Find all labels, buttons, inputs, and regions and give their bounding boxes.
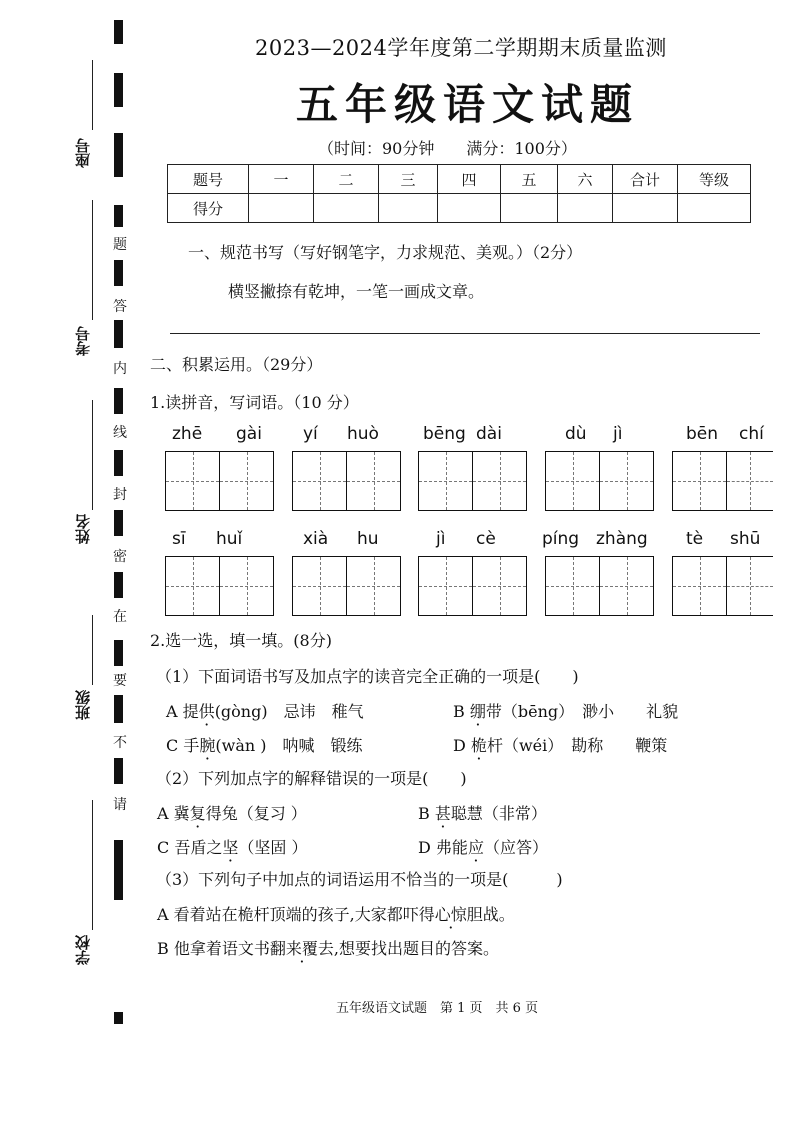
option-text: 得兔（复习 ） — [205, 804, 307, 823]
option-text: 。 — [498, 905, 515, 924]
time-info: （时间：90分钟 满分：100分） — [318, 139, 577, 158]
writing-box[interactable] — [672, 451, 773, 511]
page-footer: 五年级语文试题 第 1 页 共 6 页 — [336, 1001, 539, 1016]
seal-char: 密 — [113, 549, 127, 565]
dash-mark — [114, 205, 123, 227]
option-text: 冀 — [173, 804, 190, 823]
writing-box[interactable] — [418, 556, 527, 616]
table-cell: 四 — [438, 165, 501, 194]
table-cell: 合计 — [613, 165, 678, 194]
option-letter: A — [157, 804, 169, 823]
dash-mark — [114, 572, 123, 598]
writing-cell[interactable] — [419, 557, 472, 615]
option-a[interactable] — [157, 902, 515, 925]
pinyin-syllable: gài — [236, 424, 262, 444]
name-label: 姓名 — [74, 514, 92, 544]
pinyin-syllable: huò — [347, 424, 379, 444]
pinyin-syllable: zhē — [172, 424, 203, 444]
writing-box[interactable] — [418, 451, 527, 511]
option-text: 带（bēng） 渺小 礼貌 — [485, 702, 679, 721]
option-c[interactable] — [166, 733, 363, 756]
option-letter: D — [418, 838, 431, 857]
option-text: 杆（wéi） 勘称 鞭策 — [486, 736, 668, 755]
writing-cell[interactable] — [419, 452, 472, 510]
writing-cell[interactable] — [346, 557, 400, 615]
dash-mark — [114, 510, 123, 536]
dash-mark — [114, 20, 123, 44]
writing-cell[interactable] — [219, 557, 273, 615]
option-d[interactable] — [453, 733, 667, 756]
writing-cell[interactable] — [293, 557, 346, 615]
dash-mark — [114, 450, 123, 476]
dash-mark — [114, 73, 123, 107]
writing-box[interactable] — [165, 556, 274, 616]
class-label: 班级 — [74, 690, 92, 720]
option-text: 手 — [183, 736, 200, 755]
pinyin-syllable: bēn — [686, 424, 719, 444]
table-cell: 一 — [249, 165, 314, 194]
table-cell: 等级 — [678, 165, 751, 194]
dotted-char: 供 — [198, 702, 215, 721]
option-c[interactable] — [157, 835, 307, 858]
exam-subtitle: 2023—2024学年度第二学期期末质量监测 — [255, 36, 667, 60]
question-2-3: （3）下列句子中加点的词语运用不恰当的一项是( ) — [156, 870, 563, 889]
option-text: ,想要找出题目的答案。 — [333, 939, 499, 958]
writing-cell[interactable] — [599, 452, 653, 510]
section-1-heading: 一、规范书写（写好钢笔字，力求规范、美观。）（2分） — [188, 243, 583, 262]
option-text: A 看着站在桅杆顶端的孩子,大家都 — [157, 905, 403, 924]
pinyin-syllable: shū — [730, 529, 761, 549]
option-letter: B — [453, 702, 465, 721]
score-table-header-row — [168, 165, 751, 194]
option-a[interactable] — [166, 699, 364, 722]
option-b[interactable] — [157, 936, 499, 959]
writing-cell[interactable] — [599, 557, 653, 615]
writing-box[interactable] — [545, 451, 654, 511]
dash-mark — [114, 695, 123, 723]
score-table — [167, 164, 751, 223]
exam-number-label: 考号 — [74, 326, 92, 356]
seal-char: 封 — [113, 487, 127, 503]
seal-char: 题 — [113, 237, 127, 253]
option-text: （坚固 ） — [238, 838, 308, 857]
table-cell: 题号 — [168, 165, 249, 194]
table-cell: 三 — [379, 165, 438, 194]
option-text: （应答） — [483, 838, 548, 857]
pinyin-syllable: yí — [303, 424, 318, 444]
writing-cell[interactable] — [472, 452, 526, 510]
writing-cell[interactable] — [219, 452, 273, 510]
writing-cell[interactable] — [546, 452, 599, 510]
option-d[interactable] — [418, 835, 548, 858]
writing-box[interactable] — [165, 451, 274, 511]
table-cell: 二 — [314, 165, 379, 194]
pinyin-syllable: bēng — [423, 424, 466, 444]
option-text: 吾盾之 — [174, 838, 223, 857]
page-title: 五年级语文试题 — [296, 80, 640, 129]
name-line[interactable] — [92, 400, 93, 510]
score-input-cell[interactable] — [249, 194, 314, 223]
option-b[interactable] — [453, 699, 678, 722]
writing-cell[interactable] — [472, 557, 526, 615]
seal-char: 答 — [113, 299, 127, 315]
writing-cell[interactable] — [166, 452, 219, 510]
option-text: (wàn ) 呐喊 锻练 — [215, 736, 363, 755]
dotted-char: 坚 — [222, 838, 239, 857]
dotted-phrase: 翻来覆去 — [269, 939, 334, 958]
seat-number-label: 座号 — [74, 138, 92, 168]
writing-cell[interactable] — [673, 452, 726, 510]
writing-line[interactable] — [170, 333, 760, 334]
option-letter: C — [166, 736, 179, 755]
pinyin-syllable: zhàng — [596, 529, 648, 549]
dash-mark — [114, 260, 123, 286]
option-letter: B — [418, 804, 430, 823]
pinyin-syllable: hu — [357, 529, 379, 549]
option-b[interactable] — [418, 801, 547, 824]
writing-cell[interactable] — [293, 452, 346, 510]
writing-box[interactable] — [545, 556, 654, 616]
pinyin-syllable: tè — [686, 529, 704, 549]
writing-cell[interactable] — [726, 557, 773, 615]
pinyin-syllable: píng — [542, 529, 580, 549]
option-letter: C — [157, 838, 170, 857]
question-2-heading: 2.选一选，填一填。(8分) — [150, 631, 332, 650]
pinyin-syllable: sī — [172, 529, 186, 549]
pinyin-syllable: cè — [476, 529, 496, 549]
seal-char: 要 — [113, 673, 127, 689]
pinyin-syllable: chí — [739, 424, 764, 444]
writing-box[interactable] — [672, 556, 773, 616]
score-input-cell[interactable] — [613, 194, 678, 223]
seal-char: 在 — [113, 609, 127, 625]
dotted-char: 甚 — [434, 804, 451, 823]
writing-cell[interactable] — [673, 557, 726, 615]
option-text: B 他拿着语文书 — [157, 939, 270, 958]
seal-char: 内 — [113, 361, 127, 377]
score-input-cell[interactable] — [501, 194, 558, 223]
writing-cell[interactable] — [546, 557, 599, 615]
dash-mark — [114, 840, 123, 900]
writing-cell[interactable] — [726, 452, 773, 510]
score-input-cell[interactable] — [379, 194, 438, 223]
dotted-phrase: 吓得心惊胆战 · — [403, 902, 499, 925]
school-label: 学校 — [74, 935, 92, 965]
seat-number-line[interactable] — [92, 60, 93, 130]
table-cell: 得分 — [168, 194, 249, 223]
score-table-score-row — [168, 194, 751, 223]
dash-mark — [114, 133, 123, 177]
dash-mark — [114, 640, 123, 666]
writing-box[interactable] — [292, 451, 401, 511]
option-text: (gòng) 忌讳 稚气 — [214, 702, 364, 721]
option-text: 提 — [182, 702, 199, 721]
question-2-1: （1）下面词语书写及加点字的读音完全正确的一项是( ) — [156, 667, 579, 686]
writing-cell[interactable] — [166, 557, 219, 615]
pinyin-syllable: xià — [303, 529, 329, 549]
question-1-heading: 1.读拼音，写词语。（10 分） — [150, 393, 359, 412]
option-text: 聪慧（非常） — [450, 804, 547, 823]
section-2-heading: 二、积累运用。（29分） — [150, 355, 323, 374]
pinyin-syllable: jì — [613, 424, 623, 444]
pinyin-syllable: huǐ — [216, 529, 243, 549]
question-2-2: （2）下列加点字的解释错误的一项是( ) — [156, 769, 467, 788]
dotted-char: 复 — [189, 804, 206, 823]
pinyin-syllable: jì — [436, 529, 446, 549]
class-line[interactable] — [92, 615, 93, 685]
dotted-char: 应 — [467, 838, 484, 857]
writing-box[interactable] — [292, 556, 401, 616]
dotted-char: 腕 — [199, 736, 216, 755]
school-line[interactable] — [92, 800, 93, 930]
seal-char: 请 — [113, 797, 127, 813]
dotted-char: 绷 — [469, 702, 486, 721]
dotted-char: 桅 — [470, 736, 487, 755]
section-1-text: 横竖撇捺有乾坤，一笔一画成文章。 — [228, 282, 485, 301]
dash-mark — [114, 388, 123, 414]
pinyin-syllable: dù — [565, 424, 587, 444]
dash-mark — [114, 1012, 123, 1024]
option-letter: A — [166, 702, 178, 721]
table-cell: 五 — [501, 165, 558, 194]
pinyin-syllable: dài — [476, 424, 502, 444]
score-input-cell[interactable] — [558, 194, 613, 223]
exam-number-line[interactable] — [92, 200, 93, 320]
option-letter: D — [453, 736, 466, 755]
option-text: 弗能 — [435, 838, 468, 857]
dash-mark — [114, 758, 123, 784]
option-a[interactable] — [157, 801, 307, 824]
table-cell: 六 — [558, 165, 613, 194]
score-input-cell[interactable] — [314, 194, 379, 223]
writing-cell[interactable] — [346, 452, 400, 510]
score-input-cell[interactable] — [438, 194, 501, 223]
dash-mark — [114, 320, 123, 348]
seal-char: 线 — [113, 425, 127, 441]
score-input-cell[interactable] — [678, 194, 751, 223]
seal-char: 不 — [113, 735, 127, 751]
